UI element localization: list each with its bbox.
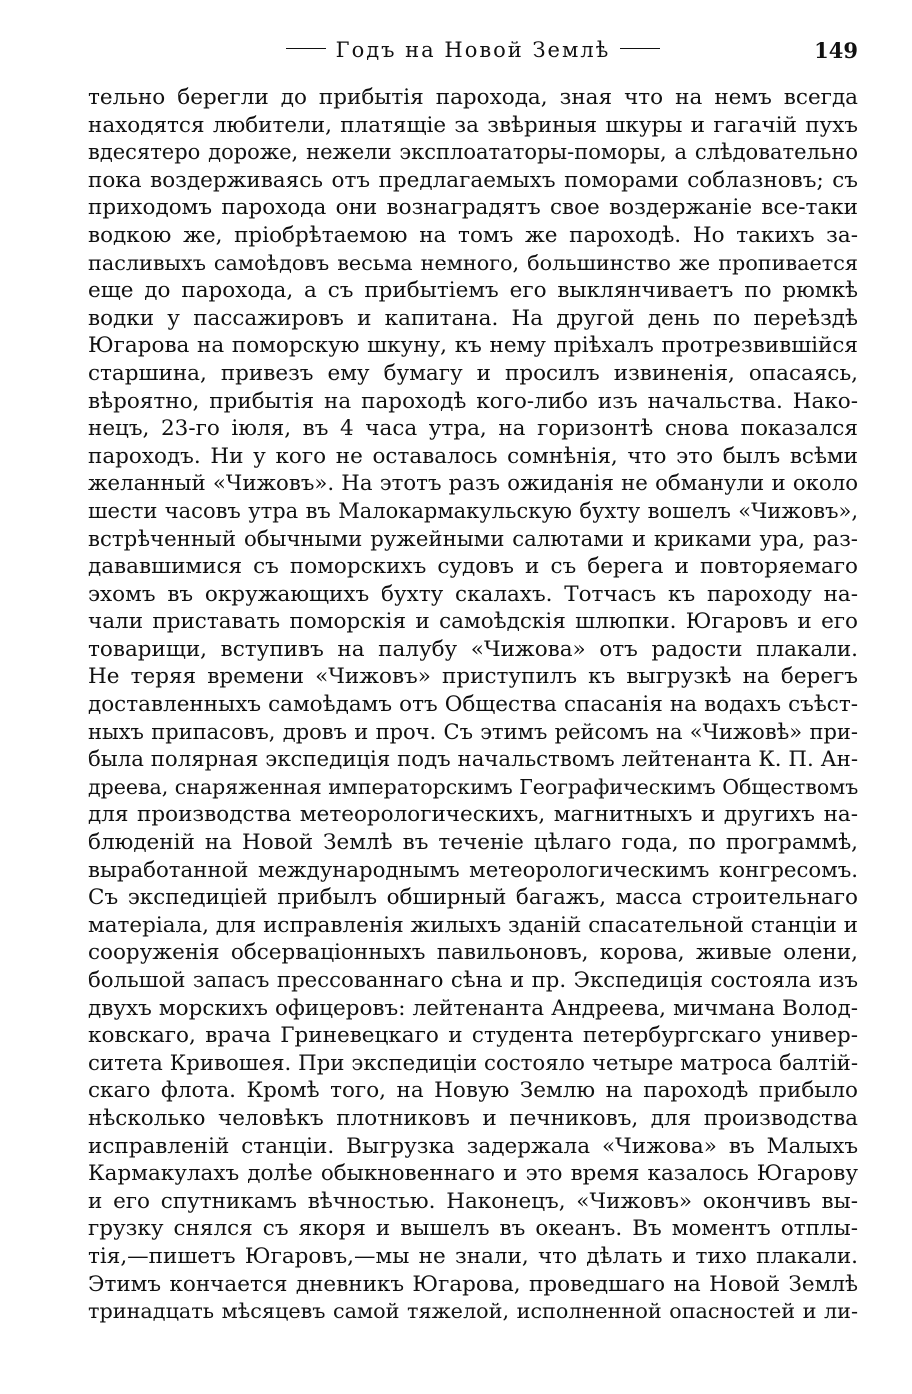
running-header <box>88 38 858 74</box>
text-line: для производства метеорологическихъ, магнитныхъ и другихъ на- <box>88 802 858 828</box>
text-line: шести часовъ утра въ Малокармакульскую бухту вошелъ «Чижовъ», <box>88 498 858 523</box>
text-line: Кармакулахъ долѣе обыкновеннаго и это время казалось Югарову <box>88 1161 858 1187</box>
text-line: Югарова на поморскую шкуну, къ нему пріѣхалъ протрезвившійся <box>88 333 858 359</box>
text-line: вдесятеро дороже, нежели эксплоататоры-поморы, а слѣдовательно <box>88 140 858 165</box>
text-line: тія,—пишетъ Югаровъ,—мы не знали, что дѣлать и тихо плакали. <box>88 1243 858 1269</box>
text-line: встрѣченный обычными ружейными салютами и криками ура, раз- <box>88 526 858 552</box>
text-line: нецъ, 23-го іюля, въ 4 часа утра, на горизонтѣ снова показался <box>88 416 858 442</box>
text-line: и его спутникамъ вѣчностью. Наконецъ, «Чижовъ» окончивъ вы- <box>88 1188 858 1214</box>
text-line: блюденій на Новой Землѣ въ теченіе цѣлаго года, по программѣ, <box>88 830 858 856</box>
text-line: находятся любители, платящіе за звѣриныя шкуры и гагачій пухъ <box>88 112 858 138</box>
text-line: дреева, снаряженная императорскимъ Географическимъ Обществомъ <box>88 774 858 799</box>
text-line: пароходъ. Ни у кого не оставалось сомнѣнія, что это былъ всѣми <box>88 443 858 469</box>
running-title: Годъ на Новой Землѣ <box>335 38 611 62</box>
text-line: матеріала, для исправленія жилыхъ зданій спасательной станціи и <box>88 912 858 938</box>
text-line: грузку снялся съ якоря и вышелъ въ океанъ. Въ моментъ отплы- <box>88 1216 858 1242</box>
right-dash-rule <box>620 48 660 49</box>
text-line: ныхъ припасовъ, дровъ и проч. Съ этимъ рейсомъ на «Чижовѣ» при- <box>88 719 858 744</box>
text-line: приходомъ парохода они вознаградятъ свое воздержаніе все-таки <box>88 195 858 221</box>
text-line: тринадцать мѣсяцевъ самой тяжелой, исполненной опасностей и ли- <box>88 1299 858 1324</box>
text-line: Не теряя времени «Чижовъ» приступилъ къ выгрузкѣ на берегъ <box>88 664 858 690</box>
text-line: пока воздерживаясь отъ предлагаемыхъ поморами соблазновъ; съ <box>88 167 858 193</box>
text-line: скаго флота. Кромѣ того, на Новую Землю на пароходѣ прибыло <box>88 1078 858 1104</box>
text-line: желанный «Чижовъ». На этотъ разъ ожиданія не обманули и около <box>88 471 858 497</box>
text-line: вѣроятно, прибытія на пароходѣ кого-либо изъ начальства. Нако- <box>88 388 858 414</box>
text-line: старшина, привезъ ему бумагу и просилъ извиненія, опасаясь, <box>88 360 858 386</box>
body-text <box>88 84 858 1326</box>
text-line: сооруженія обсерваціонныхъ павильоновъ, корова, живые олени, <box>88 940 858 966</box>
text-line: водкою же, пріобрѣтаемою на томъ же пароходѣ. Но такихъ за- <box>88 222 858 248</box>
text-line: Этимъ кончается дневникъ Югарова, проведшаго на Новой Землѣ <box>88 1271 858 1297</box>
text-line: Съ экспедиціей прибылъ обширный багажъ, масса строительнаго <box>88 885 858 911</box>
text-line: двухъ морскихъ офицеровъ: лейтенанта Андреева, мичмана Волод- <box>88 995 858 1021</box>
text-line: дававшимися съ поморскихъ судовъ и съ берега и повторяемаго <box>88 554 858 580</box>
left-dash-rule <box>286 48 326 49</box>
text-line: ковскаго, врача Гриневецкаго и студента петербургскаго универ- <box>88 1023 858 1049</box>
text-line: нѣсколько человѣкъ плотниковъ и печниковъ, для производства <box>88 1105 858 1131</box>
text-line: чали приставать поморскія и самоѣдскія шлюпки. Югаровъ и его <box>88 609 858 635</box>
text-line: водки у пассажировъ и капитана. На другой день по переѣздѣ <box>88 305 858 331</box>
text-line: большой запасъ прессованнаго сѣна и пр. Экспедиція состояла изъ <box>88 968 858 993</box>
text-line: пасливыхъ самоѣдовъ весьма немного, большинство же пропивается <box>88 250 858 275</box>
text-line: ситета Кривошея. При экспедиціи состояло четыре матроса балтій- <box>88 1050 858 1076</box>
text-line: товарищи, вступивъ на палубу «Чижова» отъ радости плакали. <box>88 636 858 662</box>
text-line: еще до парохода, а съ прибытіемъ его выклянчиваетъ по рюмкѣ <box>88 278 858 304</box>
text-line: эхомъ въ окружающихъ бухту скалахъ. Тотчасъ къ пароходу на- <box>88 581 858 607</box>
text-line: доставленныхъ самоѣдамъ отъ Общества спасанія на водахъ съѣст- <box>88 692 858 718</box>
text-line: выработанной международнымъ метеорологическимъ конгресомъ. <box>88 857 858 883</box>
running-title-wrapper <box>88 38 858 62</box>
page-number: 149 <box>814 38 858 63</box>
text-line: исправленій станціи. Выгрузка задержала «Чижова» въ Малыхъ <box>88 1133 858 1159</box>
text-line: тельно берегли до прибытія парохода, зная что на немъ всегда <box>88 85 858 110</box>
text-line: была полярная экспедиція подъ начальствомъ лейтенанта К. П. Ан- <box>88 747 858 773</box>
